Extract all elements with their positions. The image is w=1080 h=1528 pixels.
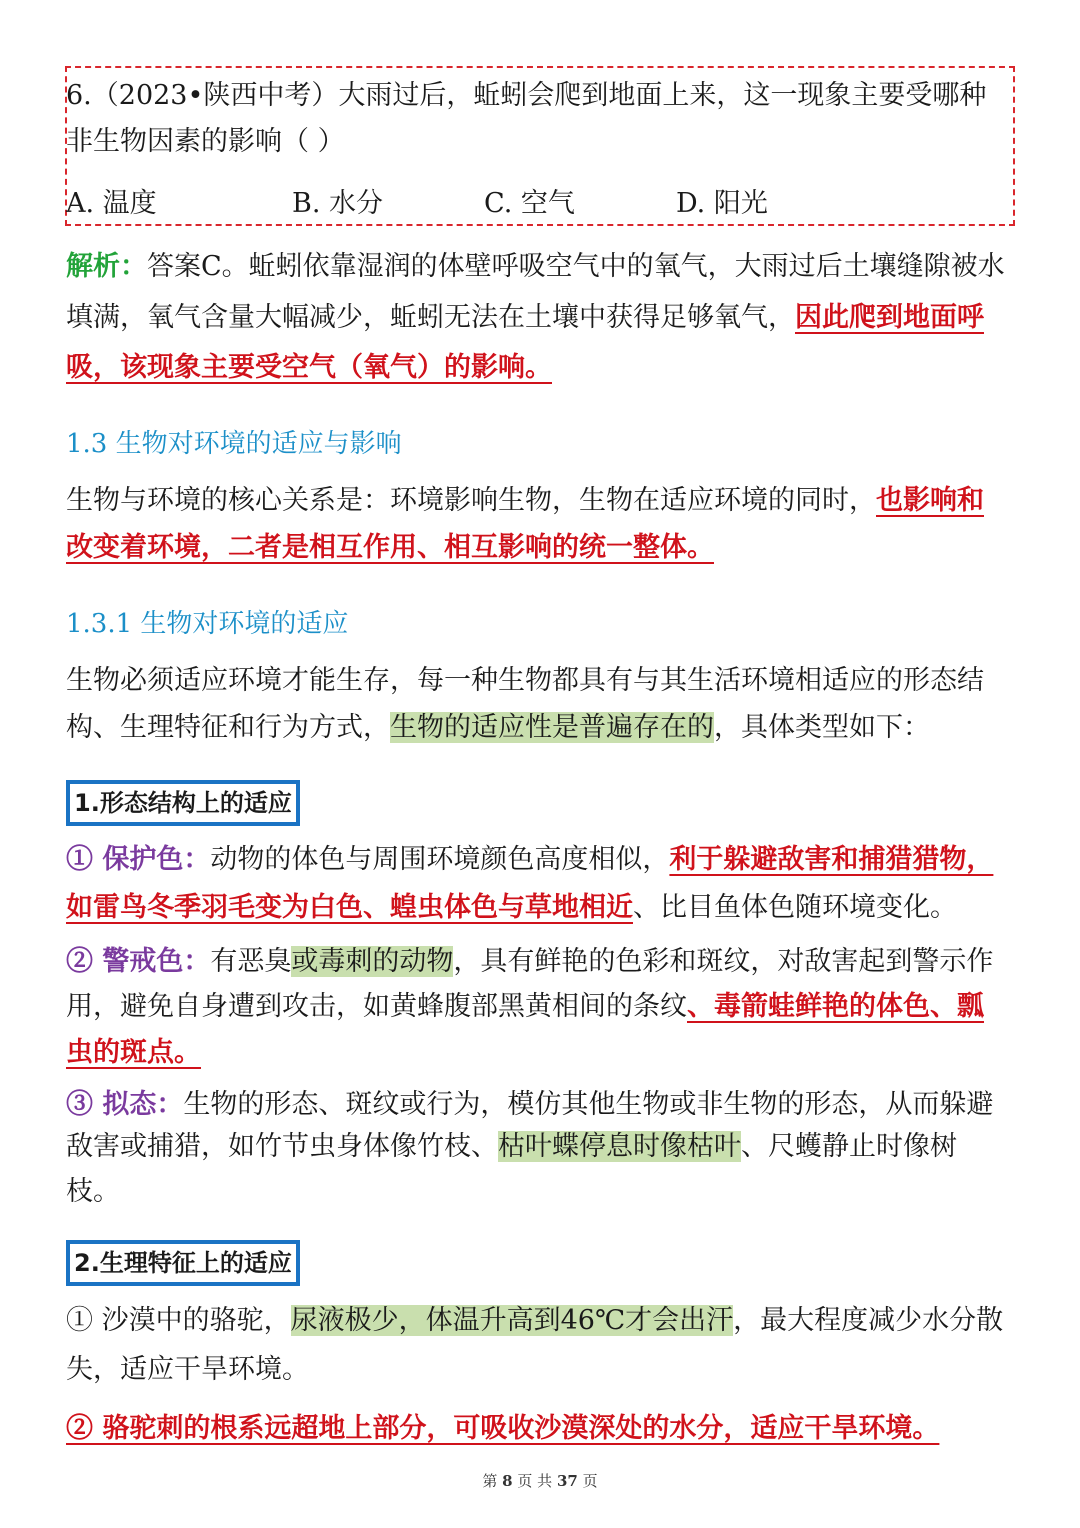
analysis-red-3: 吸，该现象主要受空气（氧气）的影响。 [66, 352, 552, 383]
phys-item1-line-2: 失，适应干旱环境。 [66, 1354, 309, 1385]
morph-item3-text-1: 生物的形态、斑纹或行为，模仿其他生物或非生物的形态，从而躲避 [183, 1089, 994, 1120]
morph-item1-red-2: 如雷鸟冬季羽毛变为白色、蝗虫体色与草地相近 [66, 892, 633, 923]
section-1-3-line-1 [66, 481, 984, 521]
phys-item1-line-1 [66, 1301, 1003, 1341]
morph-item2-line-3 [66, 1033, 201, 1073]
morph-item2-line-1 [66, 942, 993, 982]
phys-item1-pre: ① 沙漠中的骆驼， [66, 1305, 291, 1336]
footer-total-pages: 37 [556, 1472, 578, 1490]
morph-item2-label: ② 警戒色： [66, 946, 211, 977]
analysis-line-3 [66, 348, 552, 388]
section-1-3-red-1: 也影响和 [876, 485, 984, 516]
morph-item1-label: ① 保护色： [66, 844, 211, 875]
section-1-3-text-1: 生物与环境的核心关系是：环境影响生物，生物在适应环境的同时， [66, 485, 876, 516]
morph-item2-line-2 [66, 987, 984, 1027]
morph-item1-text-1: 动物的体色与周围环境颜色高度相似， [210, 844, 670, 875]
section-1-3-1-text-pre: 构、生理特征和行为方式， [66, 712, 390, 743]
section-heading-1-3: 1.3 生物对环境的适应与影响 [66, 429, 402, 459]
morph-item3-highlight: 枯叶蝶停息时像枯叶 [498, 1131, 741, 1162]
morph-item3-post: 、尺蠖静止时像树 [741, 1131, 957, 1162]
section-1-3-1-line-1: 生物必须适应环境才能生存，每一种生物都具有与其生活环境相适应的形态结 [66, 665, 984, 696]
morph-item1-line-1 [66, 840, 993, 880]
option-b: B. 水分 [292, 188, 384, 219]
analysis-red-2: 因此爬到地面呼 [795, 302, 984, 333]
option-a: A. 温度 [66, 188, 157, 219]
section-1-3-1-line-2 [66, 708, 930, 748]
section-heading-1-3-1: 1.3.1 生物对环境的适应 [66, 609, 349, 639]
morph-item1-text-2: 、比目鱼体色随环境变化。 [633, 892, 957, 923]
morph-item3-pre: 敌害或捕猎，如竹节虫身体像竹枝、 [66, 1131, 498, 1162]
phys-item1-highlight: 尿液极少，体温升高到46℃才会出汗 [290, 1305, 734, 1336]
footer-page-number: 8 [502, 1472, 513, 1490]
analysis-text-2: 填满，氧气含量大幅减少，蚯蚓无法在土壤中获得足够氧气， [66, 302, 795, 333]
analysis-line-2 [66, 298, 984, 338]
morph-item3-line-2 [66, 1127, 957, 1167]
analysis-label: 解析： [66, 251, 147, 282]
morph-item2-pre: 有恶臭 [210, 946, 292, 977]
morph-item2-text-2: 用，避免自身遭到攻击，如黄蜂腹部黑黄相间的条纹 [66, 991, 687, 1022]
morph-item3-line-1 [66, 1085, 993, 1125]
section-1-3-1-text-post: ，具体类型如下： [714, 712, 930, 743]
footer-prefix: 第 [482, 1472, 498, 1490]
section-1-3-red-2: 改变着环境，二者是相互作用、相互影响的统一整体。 [66, 532, 714, 563]
footer-suffix: 页 [582, 1472, 598, 1490]
option-d: D. 阳光 [676, 188, 768, 219]
question-line-2: 非生物因素的影响（ ） [66, 126, 345, 157]
page-footer [0, 1470, 1080, 1491]
section-1-3-line-2 [66, 528, 714, 568]
morph-item3-label: ③ 拟态： [66, 1089, 184, 1120]
morph-item2-highlight: 或毒刺的动物 [291, 946, 454, 977]
phys-item2-red: ② 骆驼刺的根系远超地上部分，可吸收沙漠深处的水分，适应干旱环境。 [66, 1413, 940, 1444]
morph-item1-red-1: 利于躲避敌害和捕猎猎物， [669, 844, 994, 875]
analysis-text-1: 答案C。蚯蚓依靠湿润的体壁呼吸空气中的氧气，大雨过后土壤缝隙被水 [147, 251, 1005, 282]
morph-item2-red-3: 虫的斑点。 [66, 1037, 201, 1068]
question-line-1: 6.（2023•陕西中考）大雨过后，蚯蚓会爬到地面上来，这一现象主要受哪种 [66, 80, 987, 111]
section-1-3-1-highlight: 生物的适应性是普遍存在的 [390, 712, 714, 743]
phys-item2-line [66, 1409, 939, 1449]
footer-middle: 页 共 [517, 1472, 553, 1490]
physiology-title: 2.生理特征上的适应 [66, 1240, 300, 1286]
phys-item1-post: ，最大程度减少水分散 [733, 1305, 1004, 1336]
morph-item2-red-2: 、毒箭蛙鲜艳的体色、瓢 [687, 991, 984, 1022]
analysis-line-1 [66, 247, 1005, 287]
option-c: C. 空气 [484, 188, 575, 219]
morph-item2-post: ，具有鲜艳的色彩和斑纹，对敌害起到警示作 [453, 946, 994, 977]
morphology-title: 1.形态结构上的适应 [66, 780, 300, 826]
morph-item1-line-2 [66, 888, 957, 928]
morph-item3-line-3: 枝。 [66, 1176, 120, 1207]
